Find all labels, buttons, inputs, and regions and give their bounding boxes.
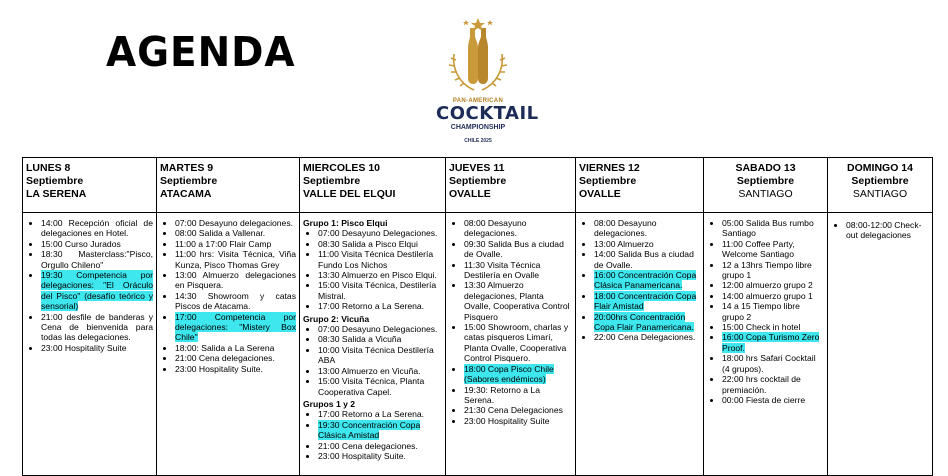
schedule-item: • 22:00 hrs cocktail de premiación.: [722, 374, 824, 395]
day-month: Septiembre: [851, 175, 909, 187]
schedule-item: • 14:00 Recepción oficial de delegaciones en Hotel.: [41, 218, 153, 239]
schedule-item-highlighted: [464, 364, 572, 385]
schedule-item: • 08:00 Desayuno delegaciones.: [594, 218, 700, 239]
highlight: 20:00hrs Concentración Copa Flair Panamericana.: [594, 311, 694, 333]
schedule-item: • 08:30 Salida a Pisco Elqui: [318, 239, 442, 249]
day-name: JUEVES 11: [449, 162, 505, 174]
day-header-martes: [157, 158, 300, 213]
day-header-domingo: [828, 158, 933, 213]
highlight: 19:30 Concentración Copa Clásica Amistad: [318, 419, 421, 441]
schedule-item: • 18:30 Masterclass:"Pisco, Orgullo Chileno": [41, 249, 153, 270]
day-city: SANTIAGO: [738, 188, 793, 200]
schedule-item: • 15:00 Curso Jurados: [41, 239, 153, 249]
schedule-item: • 12:00 almuerzo grupo 2: [722, 280, 824, 290]
day-month: Septiembre: [160, 175, 218, 187]
day-header-jueves: [446, 158, 576, 213]
day-header-miercoles: [300, 158, 446, 213]
group-title: Grupo 1: Pisco Elqui: [303, 218, 388, 228]
schedule-item: • 13:30 Almuerzo en Pisco Elqui.: [318, 270, 442, 280]
day-name: DOMINGO 14: [847, 162, 913, 174]
schedule-item-highlighted: [175, 312, 296, 343]
schedule-item: • 15:00 Visita Técnica, Destilería Mistral.: [318, 280, 442, 301]
highlight: 16:00 Concentración Copa Clásica Panamericana.: [594, 270, 697, 291]
day-city: LA SERENA: [26, 188, 87, 200]
schedule-item: • 14:00 Salida Bus a ciudad de Ovalle.: [594, 249, 700, 270]
day-month: Septiembre: [303, 175, 361, 187]
schedule-item-highlighted: [594, 270, 700, 291]
logo-line1: PAN-AMERICAN: [452, 98, 504, 104]
schedule-item: • 14:00 almuerzo grupo 1: [722, 291, 824, 301]
schedule-item: • 18:00: Salida a La Serena: [175, 343, 296, 353]
schedule-row: [23, 213, 933, 476]
schedule-cell-viernes: [576, 213, 704, 476]
highlight: 19:30 Competencia por delegaciones: "El Oráculo del Pisco" (desafío teórico y sensorial): [41, 270, 153, 312]
day-name: MIERCOLES 10: [303, 162, 381, 174]
logo-line2: COCKTAIL: [436, 103, 539, 124]
day-header-viernes: [576, 158, 704, 213]
highlight: 17:00 Competencia por delegaciones: "Mistery Box Chile": [175, 311, 296, 343]
day-header-lunes: [23, 158, 157, 213]
schedule-item: • 07:00 Desayuno delegaciones.: [175, 218, 296, 228]
schedule-item: • 23:00 Hospitality Suite: [41, 343, 153, 353]
schedule-item: • 11:00 Coffee Party, Welcome Santiago: [722, 239, 824, 260]
day-name: MARTES 9: [160, 162, 214, 174]
schedule-item: • 15:00 Showroom, charlas y catas pisqueros Limarí, Planta Ovalle, Cooperativa Control Pisquero.: [464, 322, 572, 364]
schedule-item: • 18:00 hrs Safari Cocktail (4 grupos).: [722, 353, 824, 374]
schedule-item: • 11:00 hrs: Visita Técnica, Viña Kunza, Pisco Thomas Grey: [175, 249, 296, 270]
schedule-item: • 13:00 Almuerzo en Vicuña.: [318, 366, 442, 376]
schedule-item: • 05:00 Salida Bus rumbo Santiago: [722, 218, 824, 239]
schedule-item-highlighted: [318, 420, 442, 441]
schedule-item: • 13:00 Almuerzo: [594, 239, 700, 249]
schedule-item: • 07:00 Desayuno Delegaciones.: [318, 324, 442, 334]
schedule-cell-domingo: [828, 213, 933, 476]
schedule-item-highlighted: [722, 332, 824, 353]
schedule-item: • 15:00 Visita Técnica, Planta Cooperativa Capel.: [318, 376, 442, 397]
schedule-item: • 23:00 Hospitality Suite.: [175, 364, 296, 374]
schedule-item: • 12 a 13hrs Tiempo libre grupo 1: [722, 260, 824, 281]
day-name: VIERNES 12: [579, 162, 640, 174]
schedule-item: • 10:00 Visita Técnica Destilería ABA: [318, 345, 442, 366]
day-city: OVALLE: [579, 188, 621, 200]
highlight: 18:00 Copa Pisco Chile (Sabores endémicos): [464, 363, 554, 385]
schedule-cell-sabado: [704, 213, 828, 476]
day-city: SANTIAGO: [852, 188, 908, 200]
day-city: OVALLE: [449, 188, 491, 200]
schedule-item: • 21:00 Cena delegaciones.: [175, 353, 296, 363]
schedule-item: • 08:30 Salida a Vicuña: [318, 334, 442, 344]
day-city: VALLE DEL ELQUI: [303, 188, 396, 200]
schedule-item: • 17:00 Retorno a La Serena.: [318, 409, 442, 419]
day-month: Septiembre: [449, 175, 507, 187]
schedule-item: • 08:00 Salida a Vallenar.: [175, 228, 296, 238]
schedule-item: • 11:00 Visita Técnica Destilería Fundo Los Nichos: [318, 249, 442, 270]
schedule-item: • 23:00 Hospitality Suite: [464, 416, 572, 426]
schedule-item: • 11:00 a 17:00 Flair Camp: [175, 239, 296, 249]
trophy-bottles-icon: [436, 14, 520, 98]
logo-line4: CHILE 2025: [464, 138, 492, 144]
schedule-item: • 00:00 Fiesta de cierre: [722, 395, 824, 405]
schedule-item-highlighted: [41, 270, 153, 312]
logo-line3: CHAMPIONSHIP: [450, 124, 506, 131]
schedule-item-highlighted: [594, 291, 700, 312]
schedule-item-highlighted: [594, 312, 700, 333]
schedule-cell-miercoles: [300, 213, 446, 476]
group-title: Grupos 1 y 2: [303, 398, 356, 409]
schedule-item: • 23:00 Hospitality Suite.: [318, 451, 442, 461]
schedule-item: • 07:00 Desayuno Delegaciones.: [318, 228, 442, 238]
schedule-item: • 14 a 15 Tiempo libre grupo 2: [722, 301, 824, 322]
schedule-item: • 13:00 Almuerzo delegaciones en Pisquera.: [175, 270, 296, 291]
group-title: Grupo 2: Vicuña: [303, 313, 370, 324]
schedule-item: • 08:00-12:00 Check-out delegaciones: [846, 220, 929, 241]
schedule-item: • 08:00 Desayuno delegaciones.: [464, 218, 572, 239]
day-header-sabado: [704, 158, 828, 213]
schedule-item: • 11:30 Visita Técnica Destilería en Ovalle: [464, 260, 572, 281]
schedule-item: • 09:30 Salida Bus a ciudad de Ovalle.: [464, 239, 572, 260]
championship-logo: [436, 14, 539, 156]
schedule-cell-lunes: [23, 213, 157, 476]
day-month: Septiembre: [736, 175, 795, 187]
header-row: [23, 158, 933, 213]
schedule-item: • 19:30: Retorno a La Serena.: [464, 385, 572, 406]
schedule-cell-martes: [157, 213, 300, 476]
day-city: ATACAMA: [160, 188, 212, 200]
schedule-item: • 21:00 Cena delegaciones.: [318, 441, 442, 451]
schedule-item: • 22:00 Cena Delegaciones.: [594, 332, 700, 342]
schedule-item: • 17:00 Retorno a La Serena.: [318, 301, 442, 311]
day-month: Septiembre: [579, 175, 637, 187]
schedule-item: • 21:00 desfile de banderas y Cena de bienvenida para todas las delegaciones.: [41, 312, 153, 343]
day-name: SABADO 13: [735, 162, 796, 174]
agenda-table: [22, 157, 933, 476]
page-title: AGENDA: [106, 28, 296, 76]
schedule-item: • 14:30 Showroom y catas Piscos de Atacama.: [175, 291, 296, 312]
highlight: 16:00 Copa Turismo Zero Proof.: [722, 332, 820, 353]
schedule-item: • 21:30 Cena Delegaciones: [464, 405, 572, 415]
day-month: Septiembre: [26, 175, 84, 187]
schedule-item: • 13:30 Almuerzo delegaciones, Planta Ovalle, Cooperativa Control Pisquero: [464, 280, 572, 322]
highlight: 18:00 Concentración Copa Flair Amistad: [594, 290, 697, 312]
schedule-cell-jueves: [446, 213, 576, 476]
schedule-item: • 15:00 Check in hotel: [722, 322, 824, 332]
day-name: LUNES 8: [26, 162, 71, 174]
